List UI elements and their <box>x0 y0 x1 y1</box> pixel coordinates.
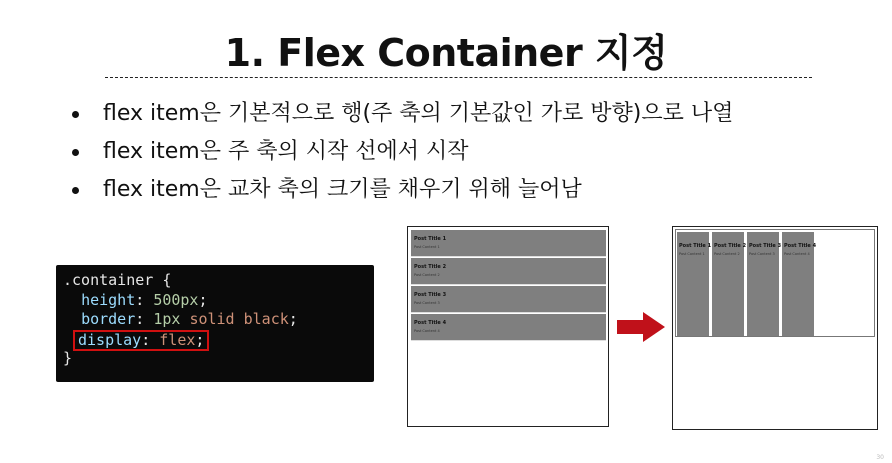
post-content: Post Content 2 <box>414 273 440 277</box>
post-content: Post Content 4 <box>414 329 440 333</box>
code-line-close <box>63 349 374 369</box>
css-property: height <box>81 290 136 309</box>
bullet-text: flex item은 주 축의 시작 선에서 시작 <box>103 139 469 164</box>
post-title: Post Title 3 <box>749 243 782 249</box>
flex-item-card <box>712 232 747 336</box>
bullet-list <box>70 95 733 209</box>
bullet-item <box>70 171 733 209</box>
flex-item-card <box>411 230 606 257</box>
post-title: Post Title 3 <box>414 292 447 298</box>
post-content: Post Content 4 <box>784 252 810 256</box>
bullet-dot-icon <box>72 187 79 194</box>
slide-title: 1. Flex Container 지정 <box>224 31 668 75</box>
post-title: Post Title 2 <box>414 264 447 270</box>
code-block <box>56 265 374 382</box>
bullet-item <box>70 95 733 133</box>
bullet-dot-icon <box>72 111 79 118</box>
code-line-height: height: 500px; <box>81 290 208 309</box>
flex-item-card <box>782 232 817 336</box>
flex-item-card <box>677 232 712 336</box>
bullet-text: flex item은 교차 축의 크기를 채우기 위해 늘어남 <box>103 177 582 202</box>
post-content: Post Content 1 <box>679 252 705 256</box>
post-title: Post Title 2 <box>714 243 747 249</box>
css-value: 1px <box>153 310 181 328</box>
post-title: Post Title 4 <box>784 243 817 249</box>
highlight-box: display: flex; <box>73 330 209 351</box>
code-line-border: border: 1px solid black; <box>81 310 298 328</box>
post-content: Post Content 3 <box>749 252 775 256</box>
flex-item-card <box>411 258 606 285</box>
right-arrow-icon <box>617 312 665 342</box>
post-title: Post Title 1 <box>414 236 447 242</box>
bullet-item <box>70 133 733 171</box>
css-selector: .container { <box>63 271 172 289</box>
flex-item-card <box>411 314 606 341</box>
demo-after-page <box>672 226 878 430</box>
code-line-selector <box>63 271 374 291</box>
css-property: display <box>78 330 142 349</box>
title-divider <box>105 77 812 78</box>
post-title: Post Title 1 <box>679 243 712 249</box>
css-value: solid black <box>189 310 289 328</box>
css-value: flex <box>159 330 196 349</box>
css-value: 500px <box>153 290 199 309</box>
page-number: 30 <box>876 454 884 461</box>
flex-item-card <box>747 232 782 336</box>
css-brace: } <box>63 349 73 367</box>
css-property: border <box>81 310 136 328</box>
post-title: Post Title 4 <box>414 320 447 326</box>
demo-before-page <box>407 226 609 427</box>
post-content: Post Content 2 <box>714 252 740 256</box>
code-line-display <box>63 330 374 350</box>
bullet-text: flex item은 기본적으로 행(주 축의 기본값인 가로 방향)으로 나열 <box>103 101 734 126</box>
post-content: Post Content 3 <box>414 301 440 305</box>
post-content: Post Content 1 <box>414 245 440 249</box>
flex-item-card <box>411 286 606 313</box>
bullet-dot-icon <box>72 149 79 156</box>
